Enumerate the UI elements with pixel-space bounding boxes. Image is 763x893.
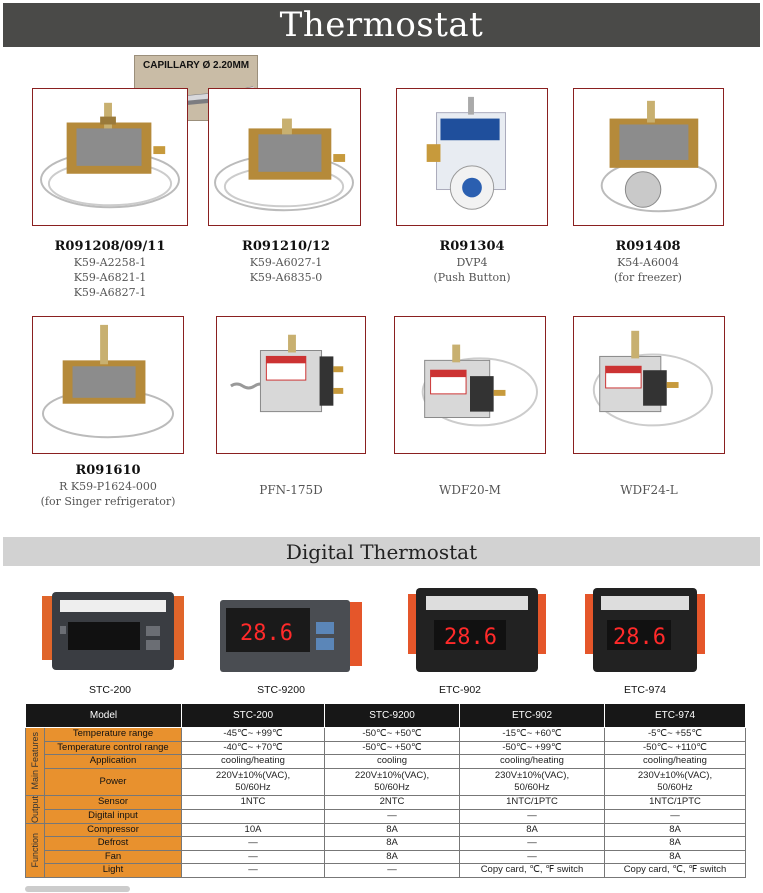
value-cell: -40℃~ +70℃ xyxy=(182,741,325,755)
feature-cell: Temperature range xyxy=(45,728,182,742)
table-row xyxy=(26,809,746,823)
value-cell: — xyxy=(460,809,605,823)
device-image-stc9200 xyxy=(216,590,366,678)
value-cell: — xyxy=(182,837,325,851)
device-display: 28.6 xyxy=(240,621,293,646)
value-cell: 8A xyxy=(460,823,605,837)
value-cell: 8A xyxy=(605,837,746,851)
product-line: K59-A6027-1 xyxy=(249,256,323,269)
feature-cell: Digital input xyxy=(45,809,182,823)
value-cell: -50℃~ +50℃ xyxy=(325,728,460,742)
table-header-cell: Model xyxy=(26,704,182,728)
value-cell xyxy=(182,809,325,823)
table-header-row xyxy=(26,704,746,728)
value-cell: Copy card, ℃, ℉ switch xyxy=(605,864,746,878)
table-row xyxy=(26,741,746,755)
product-line: (for freezer) xyxy=(614,271,682,284)
product-image-r091610 xyxy=(32,316,184,454)
value-cell: — xyxy=(182,864,325,878)
device-display: 28.6 xyxy=(613,625,666,650)
feature-cell: Light xyxy=(45,864,182,878)
digital-thermostat-banner xyxy=(3,537,760,566)
value-cell: 8A xyxy=(325,850,460,864)
device-label-stc200: STC-200 xyxy=(88,684,131,696)
value-cell: -15℃~ +60℃ xyxy=(460,728,605,742)
section-title: Digital Thermostat xyxy=(285,539,478,564)
product-line: (for Singer refrigerator) xyxy=(40,495,176,508)
value-cell: — xyxy=(460,837,605,851)
spec-table xyxy=(25,703,746,878)
feature-cell: Application xyxy=(45,755,182,769)
thermostat-banner xyxy=(3,3,760,47)
value-cell: 1NTC/1PTC xyxy=(460,795,605,809)
value-cell: Copy card, ℃, ℉ switch xyxy=(460,864,605,878)
product-line: (Push Button) xyxy=(433,271,511,284)
table-row xyxy=(26,768,746,795)
table-row xyxy=(26,728,746,742)
product-image-r091210 xyxy=(208,88,361,226)
device-image-stc200 xyxy=(38,586,188,676)
product-image-wdf24l xyxy=(573,316,725,454)
table-header-cell: STC-200 xyxy=(182,704,325,728)
product-caption-r091610 xyxy=(18,462,198,509)
product-code: R091210/12 xyxy=(242,239,330,254)
value-cell: 10A xyxy=(182,823,325,837)
value-cell: 1NTC xyxy=(182,795,325,809)
value-cell: cooling/heating xyxy=(460,755,605,769)
value-cell: 8A xyxy=(325,837,460,851)
feature-cell: Sensor xyxy=(45,795,182,809)
product-caption-r091408 xyxy=(560,238,736,285)
value-cell: 8A xyxy=(605,850,746,864)
product-image-r091304 xyxy=(396,88,548,226)
value-cell: -5℃~ +55℃ xyxy=(605,728,746,742)
product-code: R091304 xyxy=(439,239,505,254)
table-header-cell: STC-9200 xyxy=(325,704,460,728)
value-cell: — xyxy=(460,850,605,864)
product-caption-r091210 xyxy=(198,238,374,285)
device-image-etc974 xyxy=(583,582,707,678)
capillary-label: CAPILLARY Ø 2.20MM xyxy=(143,60,250,71)
page-footer-stub xyxy=(25,886,130,892)
device-label-etc974: ETC-974 xyxy=(623,684,666,696)
feature-cell: Temperature control range xyxy=(45,741,182,755)
value-cell: 220V±10%(VAC), 50/60Hz xyxy=(325,768,460,795)
group-label-output: Output xyxy=(26,795,45,823)
value-cell: -50℃~ +50℃ xyxy=(325,741,460,755)
table-header-cell: ETC-902 xyxy=(460,704,605,728)
product-line: WDF20-M xyxy=(439,483,501,497)
group-label-main: Main Features xyxy=(26,728,45,796)
product-caption-wdf24l xyxy=(561,482,737,498)
table-row xyxy=(26,837,746,851)
value-cell: — xyxy=(605,809,746,823)
device-image-etc902 xyxy=(404,582,550,678)
feature-cell: Power xyxy=(45,768,182,795)
value-cell: 230V±10%(VAC), 50/60Hz xyxy=(460,768,605,795)
product-line: PFN-175D xyxy=(259,483,323,497)
group-label-function: Function xyxy=(26,823,45,877)
value-cell: cooling/heating xyxy=(605,755,746,769)
device-label-etc902: ETC-902 xyxy=(438,684,481,696)
value-cell: -50℃~ +99℃ xyxy=(460,741,605,755)
value-cell: 8A xyxy=(605,823,746,837)
feature-cell: Compressor xyxy=(45,823,182,837)
product-line: WDF24-L xyxy=(620,483,678,497)
value-cell: 2NTC xyxy=(325,795,460,809)
product-line: K59-A2258-1 xyxy=(73,256,147,269)
product-image-wdf20m xyxy=(394,316,546,454)
value-cell: — xyxy=(325,809,460,823)
table-header-cell: ETC-974 xyxy=(605,704,746,728)
feature-cell: Defrost xyxy=(45,837,182,851)
product-caption-wdf20m xyxy=(382,482,558,498)
value-cell: 220V±10%(VAC), 50/60Hz xyxy=(182,768,325,795)
product-code: R091610 xyxy=(75,463,141,478)
product-caption-r091208 xyxy=(22,238,198,300)
product-image-r091208 xyxy=(32,88,188,226)
product-line: K59-A6821-1 xyxy=(73,271,147,284)
value-cell: — xyxy=(182,850,325,864)
table-row xyxy=(26,850,746,864)
table-row xyxy=(26,755,746,769)
product-image-r091408 xyxy=(573,88,724,226)
table-row xyxy=(26,864,746,878)
feature-cell: Fan xyxy=(45,850,182,864)
product-line: K54-A6004 xyxy=(617,256,679,269)
product-caption-pfn175d xyxy=(203,482,379,498)
value-cell: -50℃~ +110℃ xyxy=(605,741,746,755)
device-label-stc9200: STC-9200 xyxy=(257,684,305,696)
product-line: K59-A6827-1 xyxy=(73,286,147,299)
value-cell: -45℃~ +99℃ xyxy=(182,728,325,742)
value-cell: 230V±10%(VAC), 50/60Hz xyxy=(605,768,746,795)
product-code: R091208/09/11 xyxy=(54,239,166,254)
product-caption-r091304 xyxy=(384,238,560,285)
product-code: R091408 xyxy=(615,239,681,254)
value-cell: — xyxy=(325,864,460,878)
device-display: 28.6 xyxy=(444,625,497,650)
value-cell: cooling xyxy=(325,755,460,769)
product-image-pfn175d xyxy=(216,316,366,454)
value-cell: 8A xyxy=(325,823,460,837)
table-row xyxy=(26,823,746,837)
product-line: R K59-P1624-000 xyxy=(59,480,157,493)
table-row xyxy=(26,795,746,809)
product-line: DVP4 xyxy=(456,256,488,269)
product-line: K59-A6835-0 xyxy=(249,271,323,284)
value-cell: 1NTC/1PTC xyxy=(605,795,746,809)
page-title: Thermostat xyxy=(279,5,484,45)
value-cell: cooling/heating xyxy=(182,755,325,769)
